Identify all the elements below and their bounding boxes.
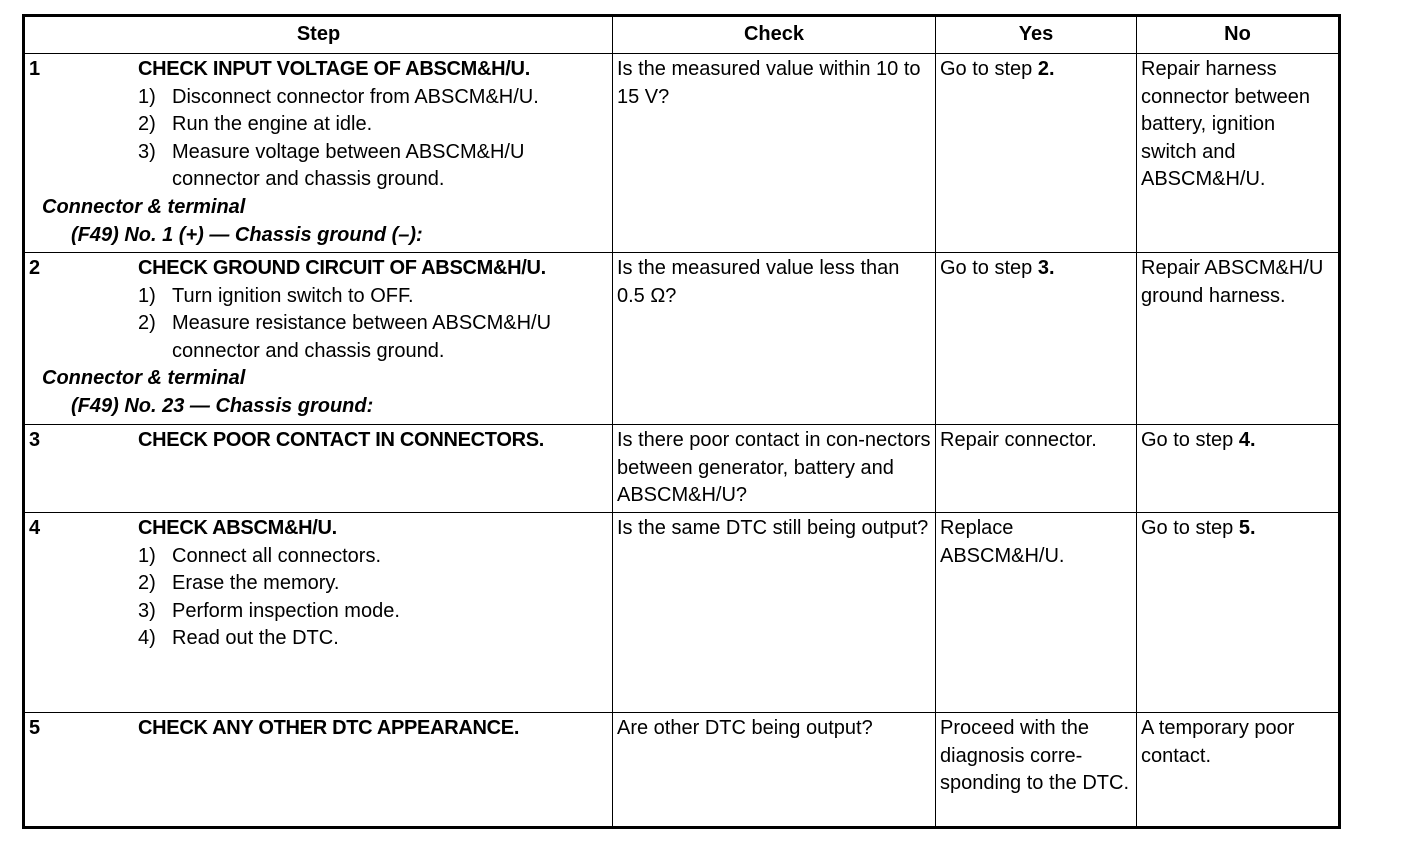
step-body [25, 54, 612, 194]
no-step-ref: 5. [1238, 517, 1256, 539]
substep-number: 1) [138, 284, 156, 307]
header-no: No [1137, 16, 1340, 54]
no-text: Go to step 4. [1141, 429, 1256, 451]
substep-text: Perform inspection mode. [172, 599, 400, 622]
step-title: CHECK POOR CONTACT IN CONNECTORS. [138, 429, 545, 451]
substep [138, 598, 612, 626]
connector-label: Connector & terminal [42, 367, 246, 390]
substep [138, 139, 612, 194]
connector-detail: (F49) No. 23 — Chassis ground: [71, 394, 374, 417]
substep-number: 3) [138, 140, 156, 163]
check-text: Is the same DTC still being output? [617, 517, 929, 539]
step-body [25, 253, 612, 365]
no-text: A temporary poor contact. [1141, 717, 1295, 767]
substep-number: 1) [138, 85, 156, 108]
substep-number: 2) [138, 312, 156, 335]
step-cell [24, 713, 613, 828]
step-title: CHECK INPUT VOLTAGE OF ABSCM&H/U. [138, 58, 530, 80]
substep-number: 4) [138, 627, 156, 650]
step-cell [24, 253, 613, 425]
connector-label: Connector & terminal [42, 195, 246, 218]
step-number: 5 [29, 717, 41, 739]
no-cell [1137, 425, 1340, 513]
check-text: Is there poor contact in con-nectors between generator, battery and ABSCM&H/U? [617, 429, 931, 507]
table-row [24, 713, 1340, 828]
yes-cell [936, 253, 1137, 425]
substep-text: Connect all connectors. [172, 544, 382, 567]
step-cell [24, 54, 613, 253]
yes-text: Go to step 2. [940, 58, 1055, 80]
no-step-ref: 4. [1238, 429, 1256, 451]
step-cell [24, 513, 613, 713]
check-cell [613, 513, 936, 713]
no-cell [1137, 253, 1340, 425]
substep [138, 310, 612, 365]
check-text: Is the measured value within 10 to 15 V? [617, 58, 921, 108]
substep-text: Turn ignition switch to OFF. [172, 284, 414, 307]
substep-text: Disconnect connector from ABSCM&H/U. [172, 85, 539, 108]
check-cell [613, 253, 936, 425]
header-yes: Yes [936, 16, 1137, 54]
substep [138, 625, 612, 653]
step-body [25, 425, 612, 455]
yes-text: Go to step 3. [940, 257, 1055, 279]
check-text: Is the measured value less than 0.5 Ω? [617, 257, 900, 307]
step-title: CHECK ABSCM&H/U. [138, 517, 337, 539]
substep [138, 84, 612, 112]
step-cell [24, 425, 613, 513]
no-cell [1137, 54, 1340, 253]
step-title: CHECK GROUND CIRCUIT OF ABSCM&H/U. [138, 257, 546, 279]
table-row [24, 513, 1340, 713]
table-row [24, 253, 1340, 425]
check-cell [613, 713, 936, 828]
yes-text: Replace ABSCM&H/U. [940, 517, 1065, 567]
header-step: Step [24, 16, 613, 54]
check-cell [613, 54, 936, 253]
step-number: 4 [29, 517, 41, 539]
substep-text: Erase the memory. [172, 572, 340, 595]
substep-number: 2) [138, 572, 156, 595]
yes-cell [936, 513, 1137, 713]
no-text: Go to step 5. [1141, 517, 1256, 539]
no-cell [1137, 513, 1340, 713]
no-text: Repair harness connector between battery, ignition switch and ABSCM&H/U. [1141, 58, 1311, 191]
substep-number: 2) [138, 113, 156, 136]
substep [138, 543, 612, 571]
yes-text: Proceed with the diagnosis corre-sponding to the DTC. [940, 717, 1129, 795]
substep-number: 1) [138, 544, 156, 567]
substep-number: 3) [138, 599, 156, 622]
header-check: Check [613, 16, 936, 54]
step-number: 3 [29, 429, 41, 451]
table-row [24, 54, 1340, 253]
substep-text: Measure resistance between ABSCM&H/U connector and chassis ground. [172, 312, 552, 362]
check-text: Are other DTC being output? [617, 717, 873, 739]
yes-cell [936, 54, 1137, 253]
step-body [25, 513, 612, 653]
step-number: 2 [29, 257, 41, 279]
diagnostic-table [22, 14, 1341, 829]
step-number: 1 [29, 58, 41, 80]
substep-text: Run the engine at idle. [172, 113, 373, 136]
yes-text: Repair connector. [940, 429, 1097, 451]
no-text: Repair ABSCM&H/U ground harness. [1141, 257, 1324, 307]
yes-cell [936, 713, 1137, 828]
no-cell [1137, 713, 1340, 828]
table-row [24, 425, 1340, 513]
substep-text: Read out the DTC. [172, 627, 339, 650]
yes-step-ref: 2. [1037, 58, 1055, 80]
header-row [24, 16, 1340, 54]
substep [138, 283, 612, 311]
substep [138, 111, 612, 139]
yes-cell [936, 425, 1137, 513]
substep-text: Measure voltage between ABSCM&H/U connector and chassis ground. [172, 140, 525, 191]
check-cell [613, 425, 936, 513]
step-title: CHECK ANY OTHER DTC APPEARANCE. [138, 717, 520, 739]
yes-step-ref: 3. [1037, 257, 1055, 279]
connector-detail: (F49) No. 1 (+) — Chassis ground (–): [71, 223, 423, 246]
substep [138, 570, 612, 598]
step-body [25, 713, 612, 743]
